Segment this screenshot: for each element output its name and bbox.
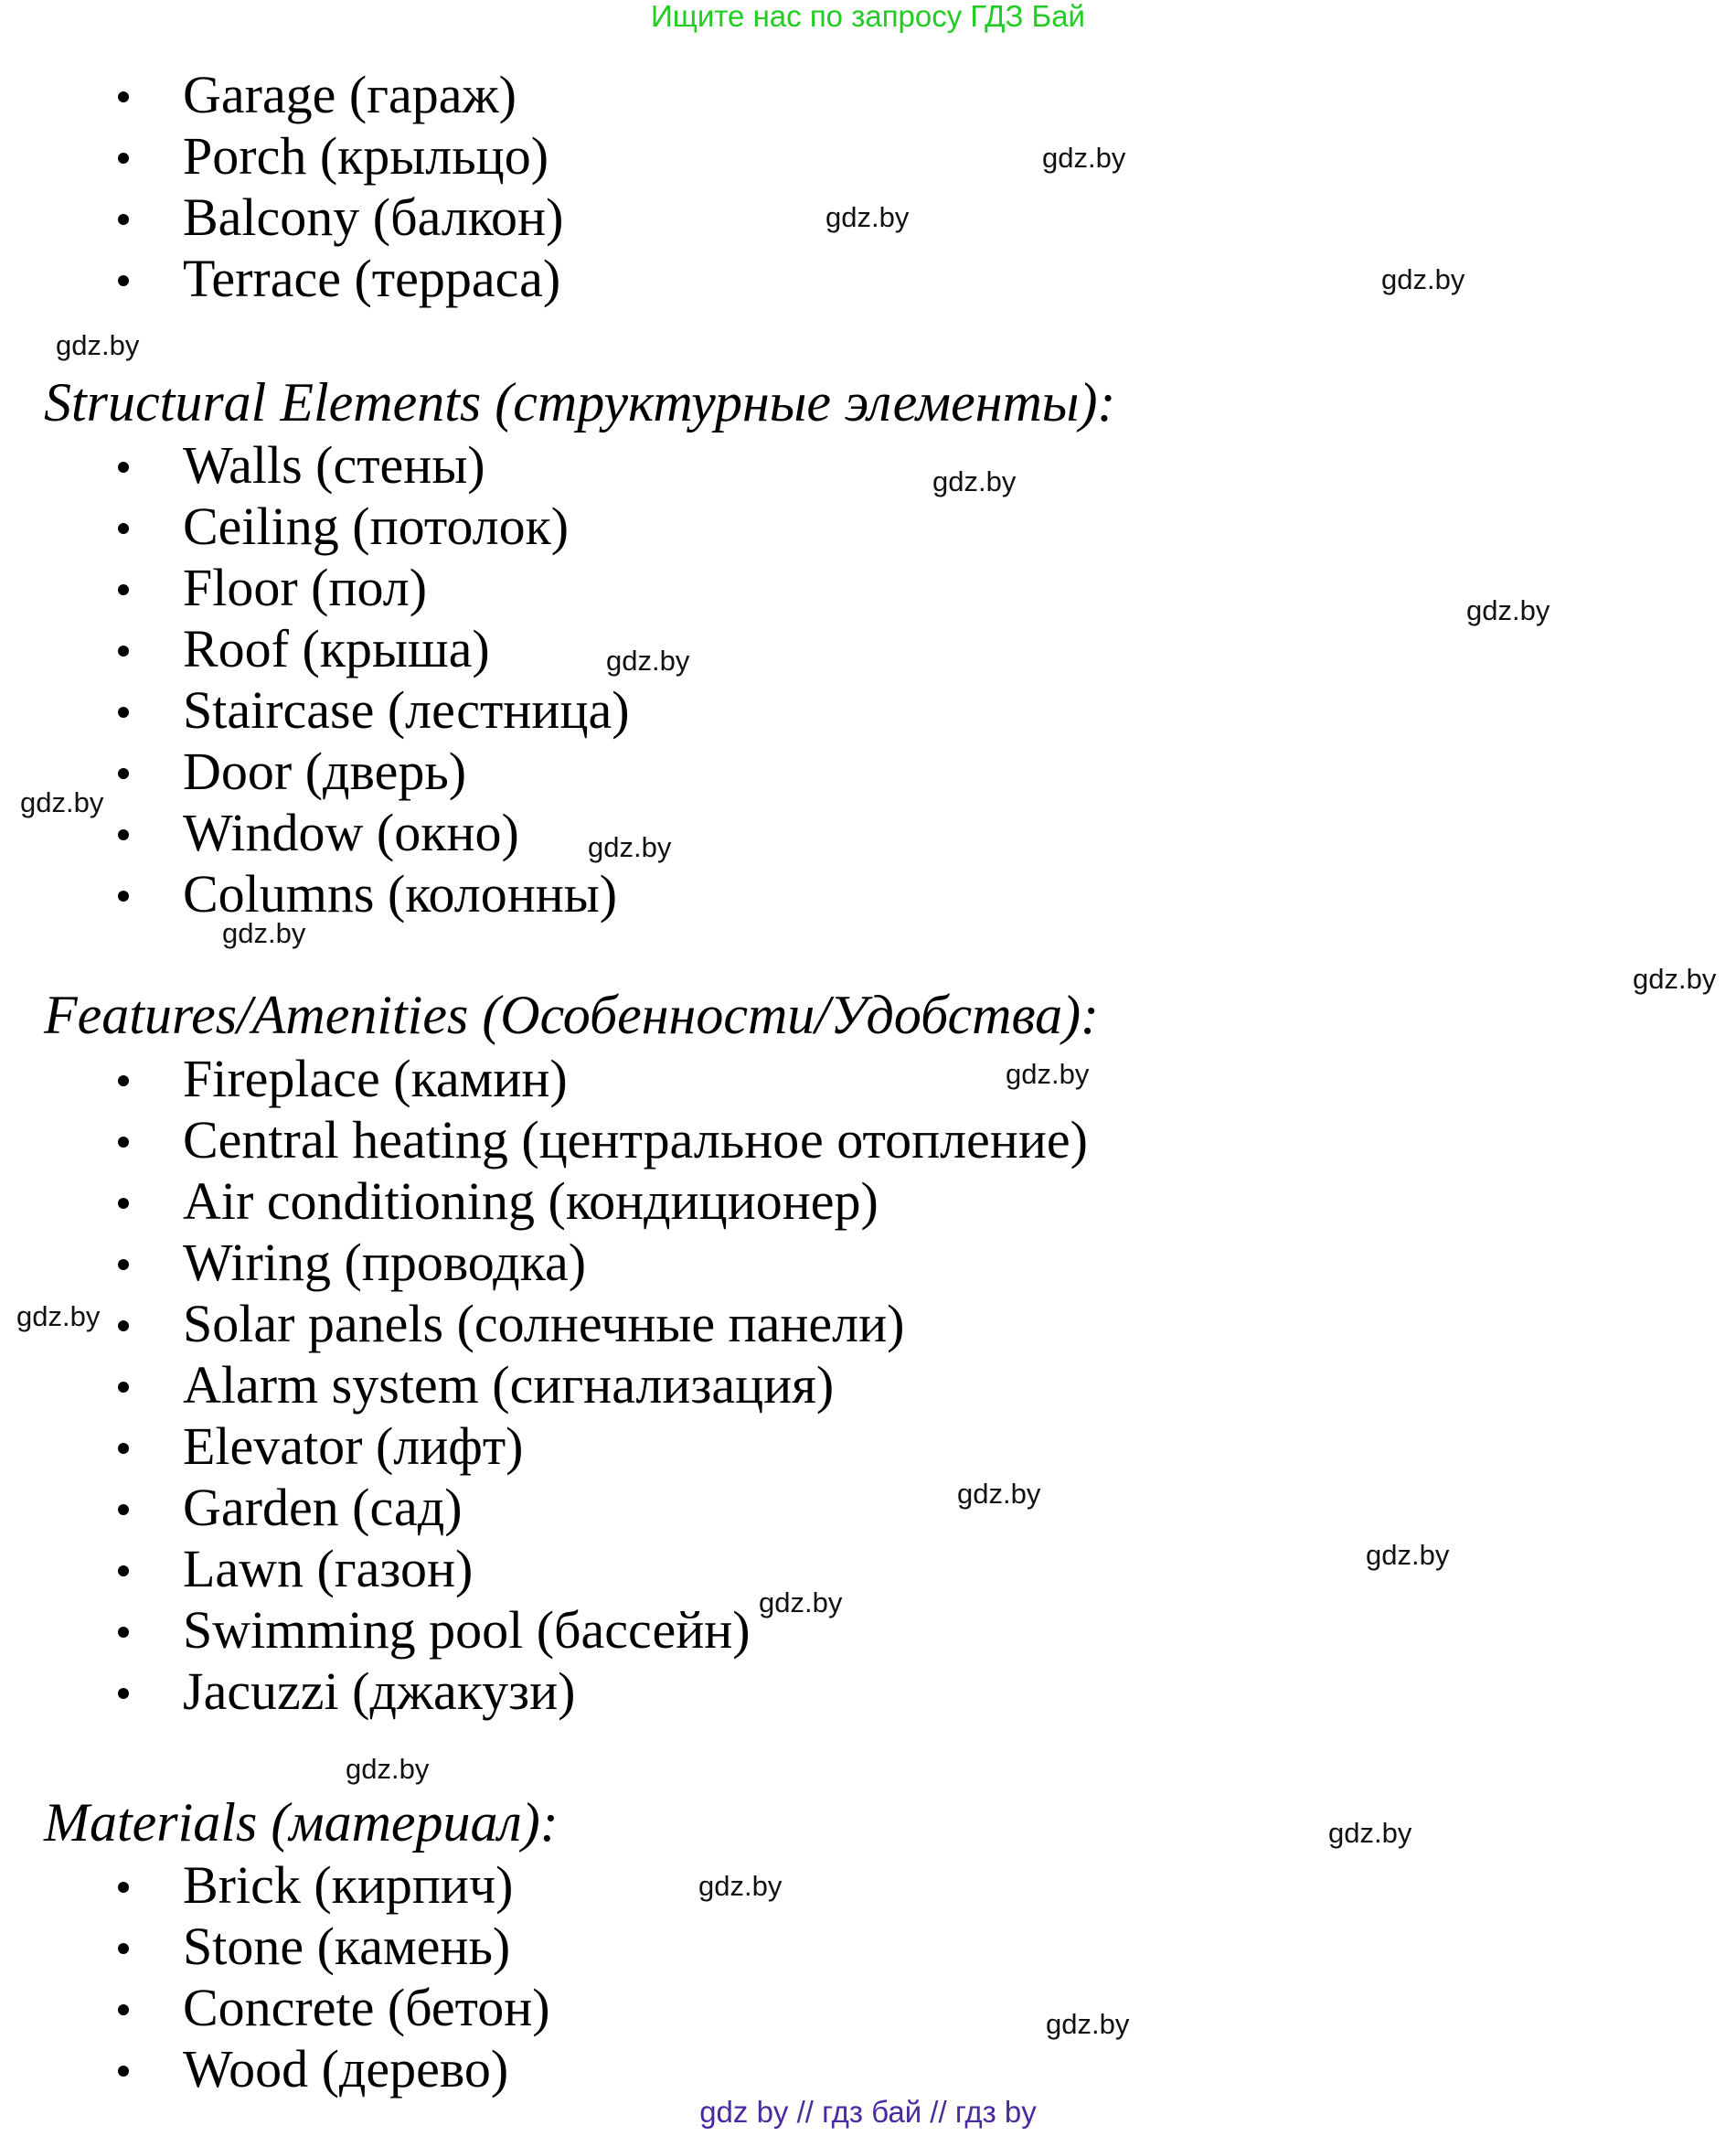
watermark: gdz.by <box>1466 594 1550 626</box>
exterior-list <box>0 64 563 309</box>
watermark: gdz.by <box>759 1586 843 1618</box>
bullet-icon <box>118 1137 129 1148</box>
bullet-icon <box>118 1943 129 1954</box>
watermark: gdz.by <box>56 329 140 361</box>
bullet-icon <box>118 768 129 779</box>
bullet-icon <box>118 523 129 534</box>
bullet-icon <box>118 829 129 840</box>
bullet-icon <box>118 707 129 718</box>
list-item <box>0 1415 1088 1477</box>
bullet-icon <box>118 1198 129 1209</box>
list-item-label: Stone (камень) <box>183 1917 511 1976</box>
section-heading-materials: Materials (материал): <box>44 1792 559 1853</box>
list-item <box>0 1232 1088 1293</box>
list-item <box>0 1048 1088 1109</box>
bullet-icon <box>118 462 129 473</box>
bullet-icon <box>118 2066 129 2077</box>
list-item <box>0 2038 550 2099</box>
list-item-label: Terrace (терраса) <box>183 249 561 308</box>
list-item-label: Wood (дерево) <box>183 2039 509 2099</box>
list-item-label: Garage (гараж) <box>183 65 517 124</box>
watermark: gdz.by <box>1006 1058 1090 1090</box>
list-item-label: Jacuzzi (джакузи) <box>183 1661 576 1721</box>
watermark: gdz.by <box>1366 1539 1450 1571</box>
bullet-icon <box>118 1688 129 1699</box>
list-item-label: Solar panels (солнечные панели) <box>183 1294 905 1353</box>
bullet-icon <box>118 1882 129 1893</box>
list-item-label: Balcony (балкон) <box>183 187 564 247</box>
bullet-icon <box>118 275 129 286</box>
list-item <box>0 1293 1088 1354</box>
bullet-icon <box>118 1627 129 1638</box>
footer: gdz by // гдз бай // гдз by <box>699 2095 1037 2129</box>
materials-list <box>0 1854 550 2099</box>
list-item <box>0 863 630 924</box>
watermark: gdz.by <box>222 917 306 949</box>
section-heading-features: Features/Amenities (Особенности/Удобства): <box>44 985 1100 1045</box>
list-item-label: Walls (стены) <box>183 435 485 495</box>
bullet-icon <box>118 891 129 902</box>
list-item-label: Roof (крыша) <box>183 619 490 678</box>
list-item <box>0 1854 550 1916</box>
list-item-label: Brick (кирпич) <box>183 1855 514 1915</box>
list-item-label: Swimming pool (бассейн) <box>183 1600 751 1660</box>
list-item-label: Fireplace (камин) <box>183 1049 568 1108</box>
watermark: gdz.by <box>1381 263 1465 295</box>
bullet-icon <box>118 2004 129 2015</box>
watermark: gdz.by <box>588 831 672 863</box>
list-item <box>0 1977 550 2038</box>
list-item <box>0 1170 1088 1232</box>
bullet-icon <box>118 153 129 164</box>
bullet-icon <box>118 91 129 102</box>
watermark: gdz.by <box>698 1870 783 1902</box>
list-item <box>0 434 630 496</box>
list-item <box>0 557 630 618</box>
bullet-icon <box>118 584 129 595</box>
list-item <box>0 618 630 679</box>
list-item-label: Concrete (бетон) <box>183 1978 550 2037</box>
bullet-icon <box>118 1075 129 1086</box>
list-item <box>0 64 563 125</box>
watermark: gdz.by <box>1633 963 1717 995</box>
list-item-label: Lawn (газон) <box>183 1539 474 1598</box>
list-item-label: Ceiling (потолок) <box>183 497 570 556</box>
bullet-icon <box>118 1320 129 1331</box>
watermark: gdz.by <box>1046 2008 1130 2040</box>
list-item <box>0 187 563 248</box>
watermark: gdz.by <box>825 201 910 233</box>
list-item-label: Garden (сад) <box>183 1478 463 1537</box>
list-item-label: Wiring (проводка) <box>183 1233 587 1292</box>
section-heading-structural: Structural Elements (структурные элементы): <box>44 372 1116 433</box>
list-item <box>0 1916 550 1977</box>
list-item-label: Door (дверь) <box>183 742 467 801</box>
bullet-icon <box>118 1504 129 1515</box>
watermark: gdz.by <box>932 465 1017 497</box>
bullet-icon <box>118 1259 129 1270</box>
list-item <box>0 125 563 187</box>
list-item-label: Elevator (лифт) <box>183 1416 524 1476</box>
list-item <box>0 248 563 309</box>
list-item-label: Central heating (центральное отопление) <box>183 1110 1088 1169</box>
watermark: gdz.by <box>16 1300 101 1332</box>
bullet-icon <box>118 1382 129 1393</box>
bullet-icon <box>118 646 129 657</box>
features-list <box>0 1048 1088 1722</box>
list-item <box>0 496 630 557</box>
bullet-icon <box>118 1443 129 1454</box>
list-item <box>0 1354 1088 1415</box>
list-item-label: Floor (пол) <box>183 558 428 617</box>
list-item <box>0 1109 1088 1170</box>
list-item-label: Air conditioning (кондиционер) <box>183 1171 879 1231</box>
bullet-icon <box>118 1565 129 1576</box>
watermark: gdz.by <box>1328 1817 1412 1849</box>
list-item <box>0 679 630 741</box>
watermark: gdz.by <box>606 645 690 677</box>
watermark: gdz.by <box>20 786 104 818</box>
top-banner: Ищите нас по запросу ГДЗ Бай <box>651 0 1085 33</box>
list-item <box>0 1599 1088 1661</box>
bullet-icon <box>118 214 129 225</box>
list-item-label: Porch (крыльцо) <box>183 126 549 186</box>
list-item-label: Window (окно) <box>183 803 519 862</box>
list-item-label: Columns (колонны) <box>183 864 618 924</box>
list-item-label: Staircase (лестница) <box>183 680 630 740</box>
watermark: gdz.by <box>1042 142 1126 174</box>
watermark: gdz.by <box>346 1753 430 1785</box>
list-item <box>0 1538 1088 1599</box>
list-item <box>0 1661 1088 1722</box>
watermark: gdz.by <box>957 1478 1041 1510</box>
list-item <box>0 1477 1088 1538</box>
list-item-label: Alarm system (сигнализация) <box>183 1355 835 1415</box>
structural-list <box>0 434 630 924</box>
